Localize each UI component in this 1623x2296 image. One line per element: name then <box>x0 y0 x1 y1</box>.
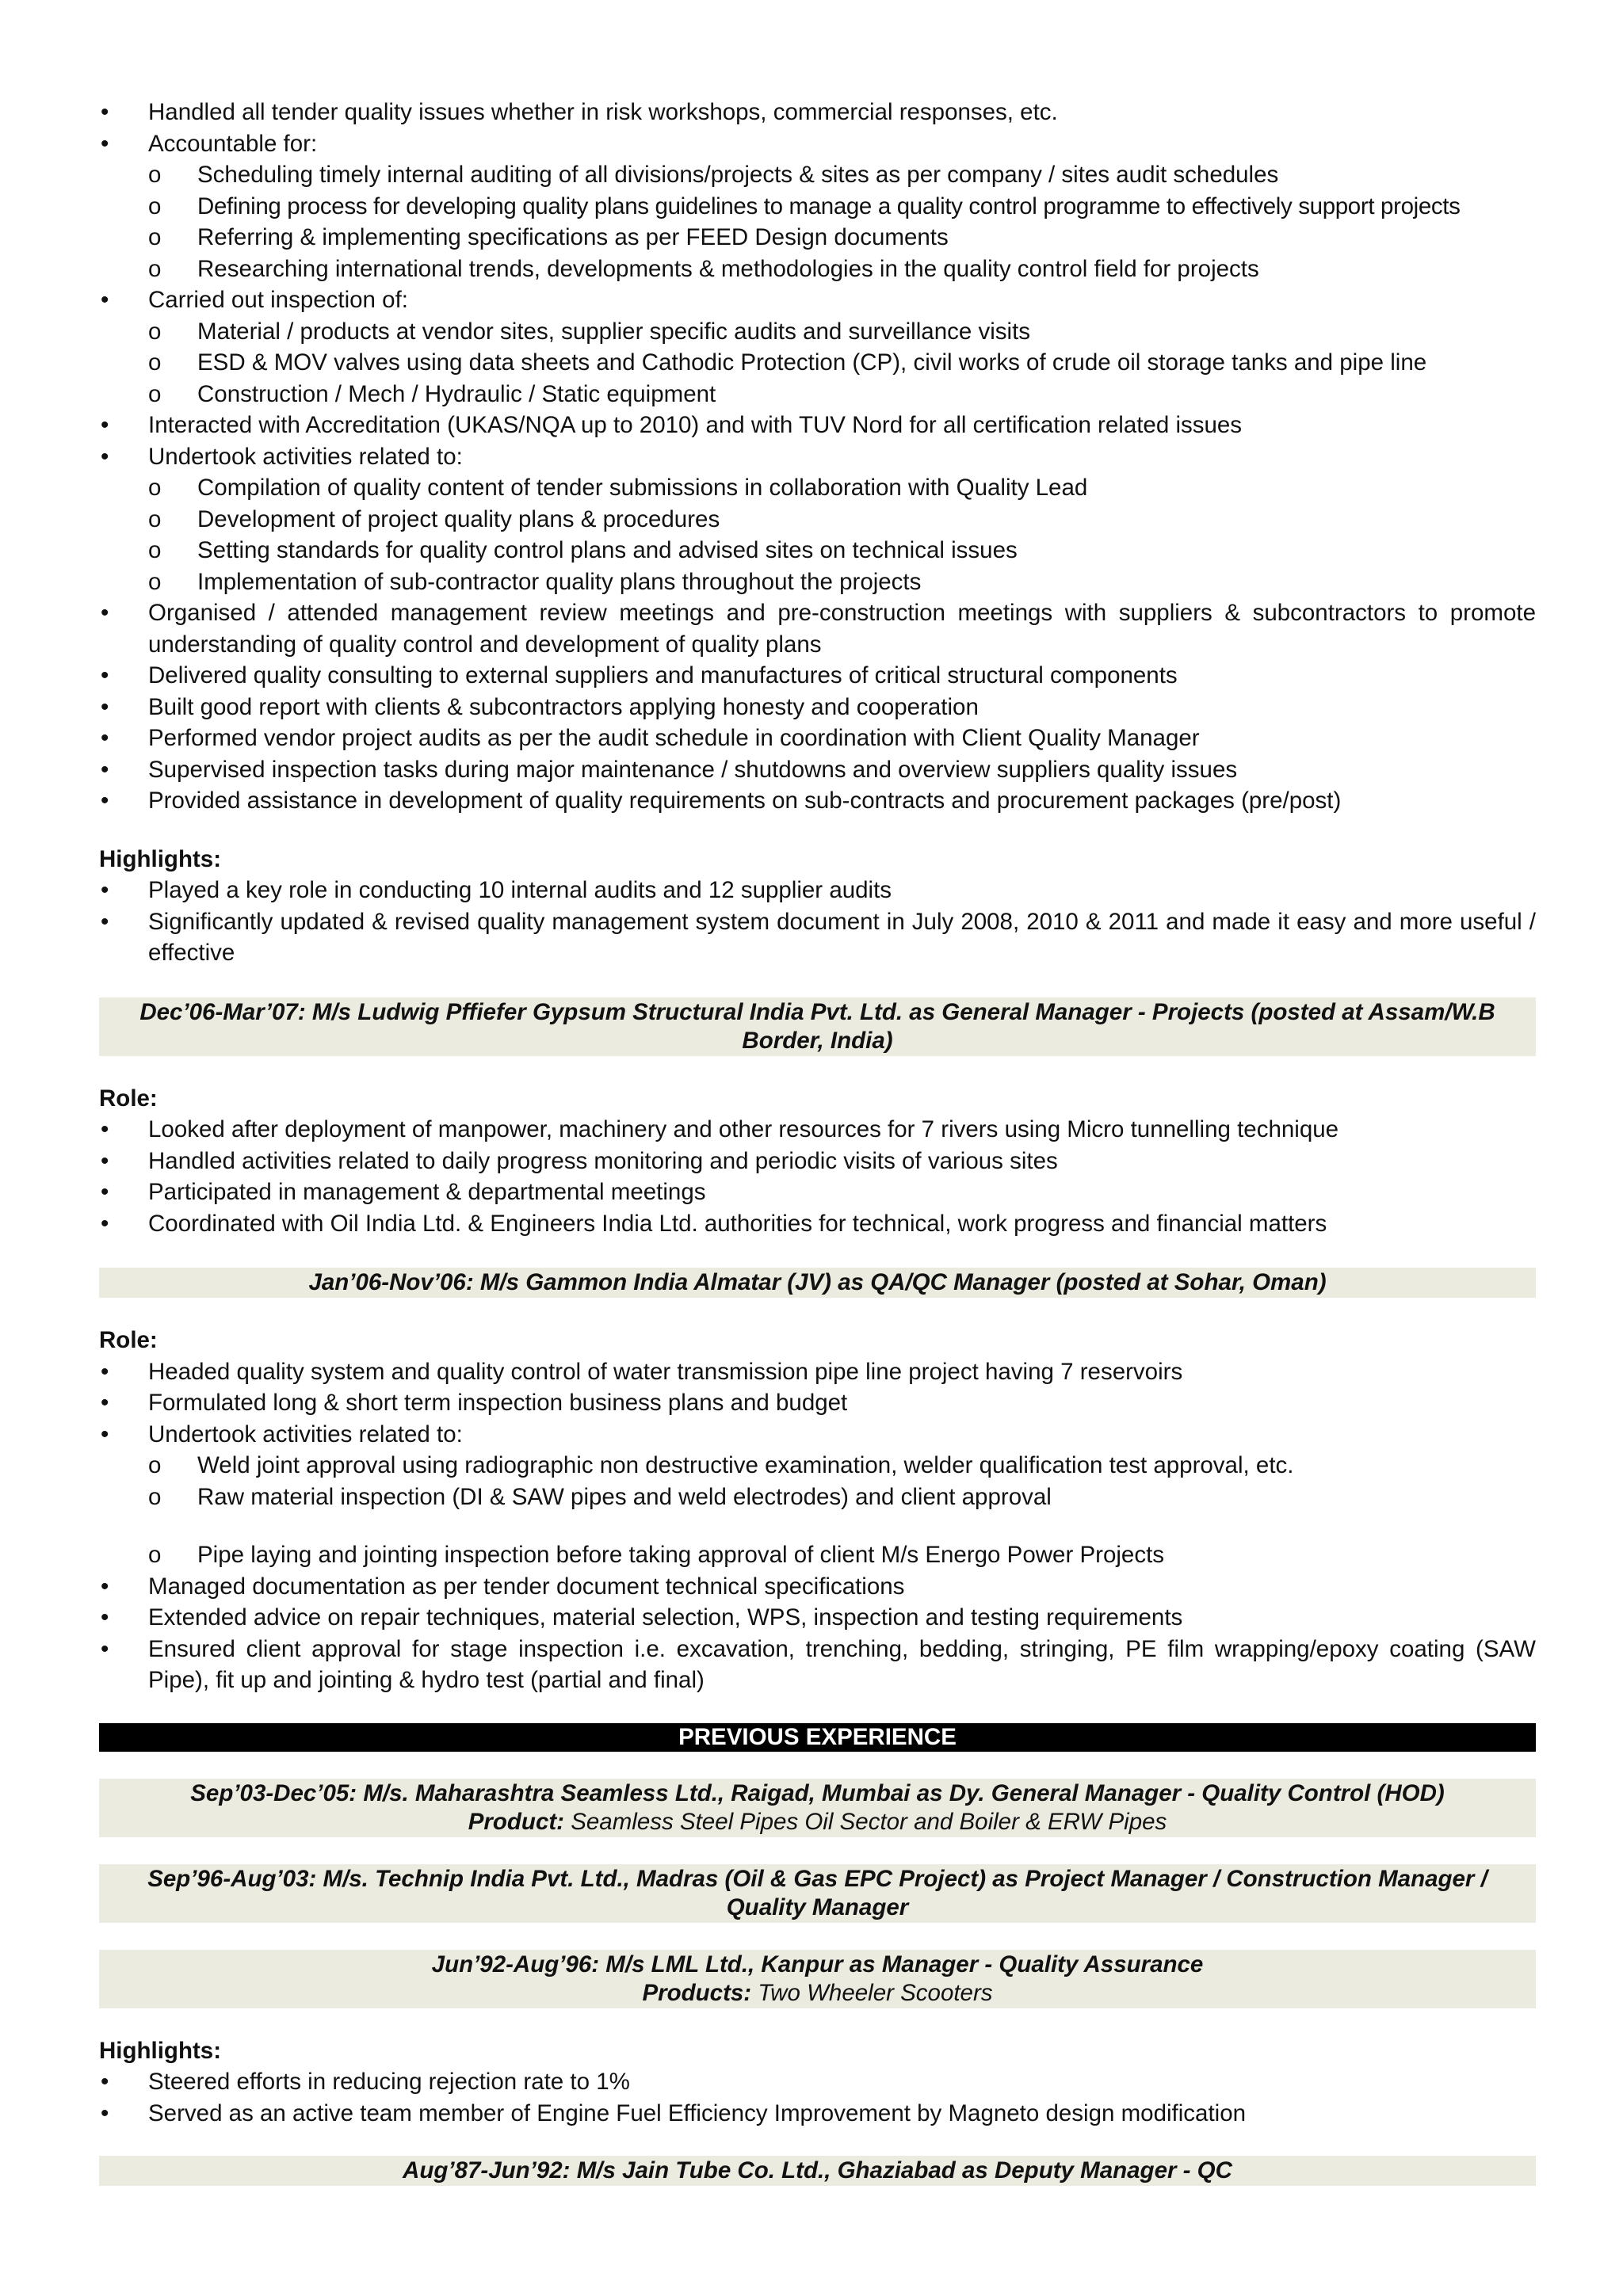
responsibility-item: • Performed vendor project audits as per the audit schedule in coordination with Client Quality Manager <box>99 723 1536 754</box>
highlight-item: • Played a key role in conducting 10 internal audits and 12 supplier audits <box>99 875 1536 906</box>
product-value: Seamless Steel Pipes Oil Sector and Boiler & ERW Pipes <box>571 1808 1167 1835</box>
responsibility-item: • Accountable for: <box>99 128 1536 160</box>
responsibility-item: • Supervised inspection tasks during major maintenance / shutdowns and overview suppliers quality issues <box>99 754 1536 786</box>
role-sub-item: o Pipe laying and jointing inspection before taking approval of client M/s Energo Power Projects <box>99 1539 1536 1571</box>
responsibility-item: • Handled all tender quality issues whether in risk workshops, commercial responses, etc. <box>99 97 1536 128</box>
highlight-item: • Steered efforts in reducing rejection rate to 1% <box>99 2066 1536 2098</box>
job-title-lml <box>99 1950 1536 2008</box>
job-title-text: Sep’03-Dec’05: M/s. Maharashtra Seamless Ltd., Raigad, Mumbai as Dy. General Manager - Quality Control (HOD) <box>190 1779 1445 1806</box>
role-item: • Coordinated with Oil India Ltd. & Engineers India Ltd. authorities for technical, work progress and financial matters <box>99 1208 1536 1240</box>
role-item: • Handled activities related to daily progress monitoring and periodic visits of various sites <box>99 1146 1536 1177</box>
job-title-jain: Aug’87-Jun’92: M/s Jain Tube Co. Ltd., Ghaziabad as Deputy Manager - QC <box>99 2156 1536 2186</box>
responsibility-item: • Interacted with Accreditation (UKAS/NQA up to 2010) and with TUV Nord for all certification related issues <box>99 410 1536 441</box>
responsibility-item: • Organised / attended management review meetings and pre-construction meetings with suppliers & subcontractors to promote understanding of quality control and development of quality plans <box>99 597 1536 660</box>
responsibility-item: • Built good report with clients & subcontractors applying honesty and cooperation <box>99 692 1536 723</box>
responsibility-sub-item: o Material / products at vendor sites, supplier specific audits and surveillance visits <box>99 316 1536 348</box>
responsibility-sub-item: o ESD & MOV valves using data sheets and Cathodic Protection (CP), civil works of crude oil storage tanks and pipe line <box>99 347 1536 379</box>
responsibility-item: • Undertook activities related to: <box>99 441 1536 473</box>
responsibility-sub-item: o Development of project quality plans & procedures <box>99 504 1536 536</box>
role-item: • Extended advice on repair techniques, material selection, WPS, inspection and testing requirements <box>99 1602 1536 1634</box>
role-heading: Role: <box>99 1327 158 1353</box>
role-heading: Role: <box>99 1085 158 1112</box>
job-title-maharashtra <box>99 1779 1536 1837</box>
responsibility-sub-item: o Setting standards for quality control plans and advised sites on technical issues <box>99 535 1536 566</box>
product-line <box>115 1979 1520 2008</box>
responsibility-sub-item: o Defining process for developing quality plans guidelines to manage a quality control programme to effectively support projects <box>99 191 1536 223</box>
product-value: Two Wheeler Scooters <box>758 1979 993 2006</box>
responsibility-item: • Provided assistance in development of quality requirements on sub-contracts and procurement packages (pre/post) <box>99 785 1536 817</box>
product-label: Product: <box>468 1808 565 1835</box>
job-title-gammon: Jan’06-Nov’06: M/s Gammon India Almatar (JV) as QA/QC Manager (posted at Sohar, Oman) <box>99 1268 1536 1298</box>
role-sub-item: o Raw material inspection (DI & SAW pipes and weld electrodes) and client approval <box>99 1482 1536 1513</box>
role-item: • Headed quality system and quality control of water transmission pipe line project having 7 reservoirs <box>99 1356 1536 1388</box>
responsibility-item: • Carried out inspection of: <box>99 284 1536 316</box>
highlight-item: • Significantly updated & revised quality management system document in July 2008, 2010 & 2011 and made it easy and more useful / effective <box>99 906 1536 969</box>
highlight-item: • Served as an active team member of Engine Fuel Efficiency Improvement by Magneto design modification <box>99 2098 1536 2130</box>
product-line <box>115 1808 1520 1836</box>
responsibility-sub-item: o Researching international trends, developments & methodologies in the quality control field for projects <box>99 254 1536 285</box>
role-item: • Looked after deployment of manpower, machinery and other resources for 7 rivers using Micro tunnelling technique <box>99 1114 1536 1146</box>
responsibility-sub-item: o Implementation of sub-contractor quality plans throughout the projects <box>99 566 1536 598</box>
highlights-heading: Highlights: <box>99 2037 222 2064</box>
responsibility-sub-item: o Scheduling timely internal auditing of all divisions/projects & sites as per company / sites audit schedules <box>99 159 1536 191</box>
job-title-text: Jun’92-Aug’96: M/s LML Ltd., Kanpur as Manager - Quality Assurance <box>431 1951 1204 1978</box>
role-item: • Ensured client approval for stage inspection i.e. excavation, trenching, bedding, stringing, PE film wrapping/epoxy coating (SAW Pipe), fit up and jointing & hydro test (partial and final) <box>99 1634 1536 1696</box>
role-item: • Undertook activities related to: <box>99 1419 1536 1451</box>
responsibility-item: • Delivered quality consulting to external suppliers and manufactures of critical structural components <box>99 660 1536 692</box>
role-item: • Participated in management & departmental meetings <box>99 1177 1536 1208</box>
role-item: • Managed documentation as per tender document technical specifications <box>99 1571 1536 1603</box>
job-title-ludwig: Dec’06-Mar’07: M/s Ludwig Pffiefer Gypsum Structural India Pvt. Ltd. as General Manager - Projects (posted at Assam/W.B Border, India) <box>99 997 1536 1056</box>
highlights-heading: Highlights: <box>99 845 222 872</box>
product-label: Products: <box>642 1979 752 2006</box>
responsibility-sub-item: o Referring & implementing specifications as per FEED Design documents <box>99 222 1536 254</box>
responsibility-sub-item: o Construction / Mech / Hydraulic / Static equipment <box>99 379 1536 410</box>
role-sub-item: o Weld joint approval using radiographic non destructive examination, welder qualification test approval, etc. <box>99 1450 1536 1482</box>
job-title-technip: Sep’96-Aug’03: M/s. Technip India Pvt. Ltd., Madras (Oil & Gas EPC Project) as Project Manager / Construction Manager / Quality Manager <box>99 1864 1536 1923</box>
responsibility-sub-item: o Compilation of quality content of tender submissions in collaboration with Quality Lead <box>99 472 1536 504</box>
role-item: • Formulated long & short term inspection business plans and budget <box>99 1387 1536 1419</box>
section-heading-previous-experience: PREVIOUS EXPERIENCE <box>99 1723 1536 1752</box>
responsibilities-list <box>99 97 1536 817</box>
